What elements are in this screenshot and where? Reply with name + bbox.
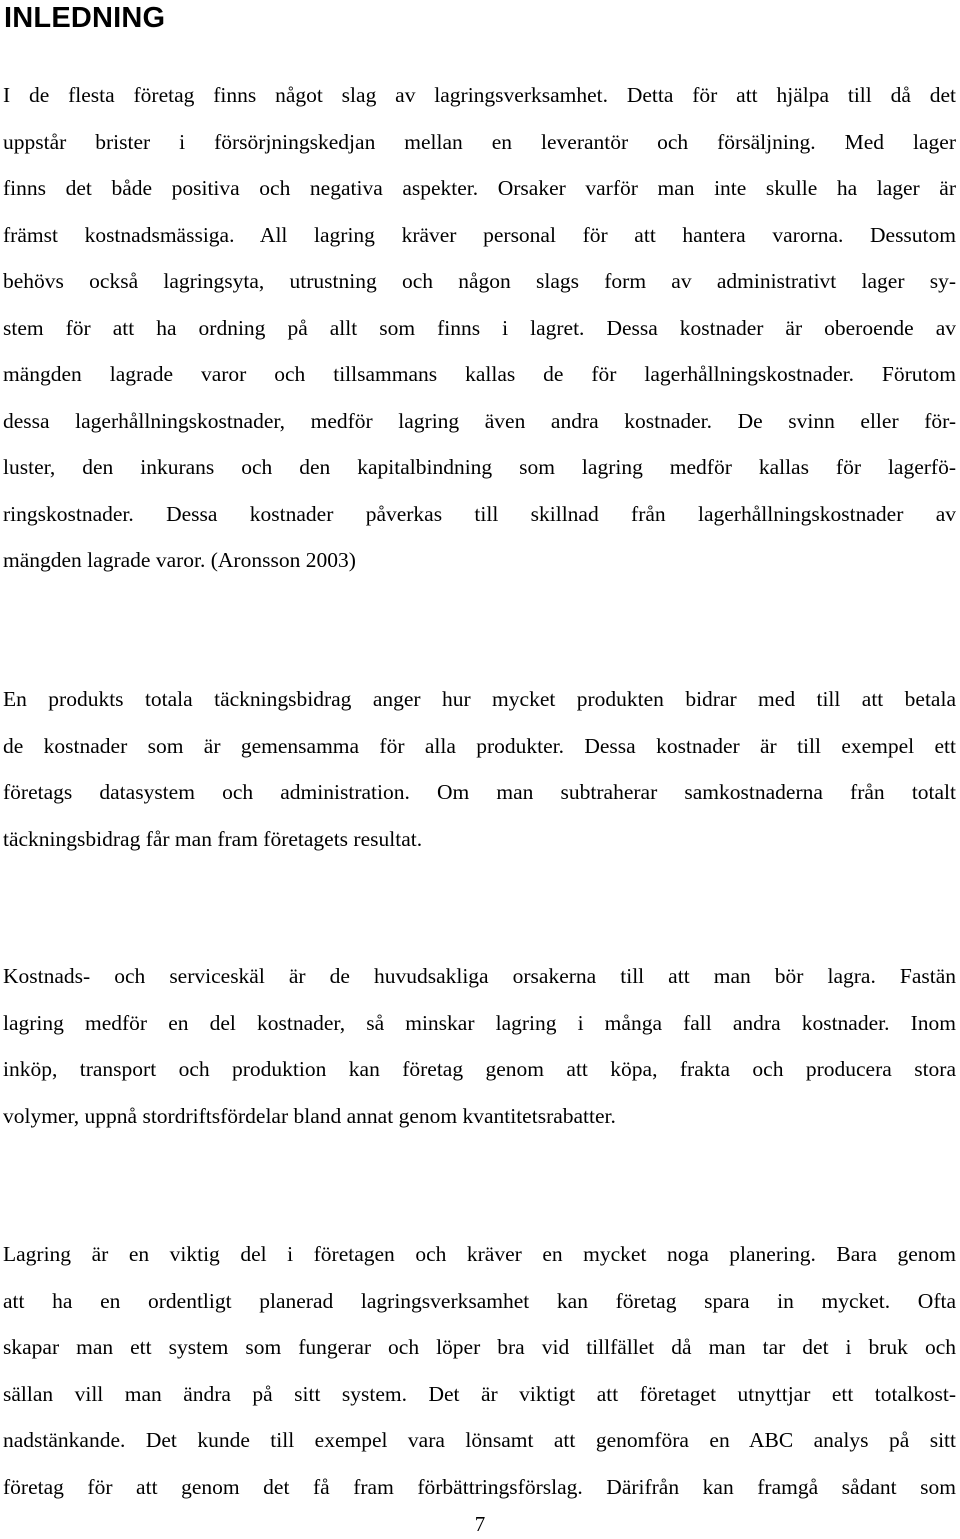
page-number: 7	[474, 1512, 486, 1536]
text-line: nadstänkande. Det kunde till exempel vara lönsamt att genomföra en ABC analys på sitt	[3, 1428, 956, 1452]
text-line: de kostnader som är gemensamma för alla produkter. Dessa kostnader är till exempel ett	[3, 733, 956, 758]
text-line: En produkts totala täckningsbidrag anger hur mycket produkten bidrar med till att betala	[3, 687, 956, 711]
text-line: Kostnads- och serviceskäl är de huvudsakliga orsakerna till att man bör lagra. Fastän	[3, 964, 956, 988]
text-line: volymer, uppnå stordriftsfördelar bland annat genom kvantitetsrabatter.	[3, 1103, 616, 1128]
text-line: finns det både positiva och negativa aspekter. Orsaker varför man inte skulle ha lager är	[3, 176, 956, 200]
paragraph-4	[3, 1231, 956, 1510]
text-line: sällan vill man ändra på sitt system. Det är viktigt att företaget utnyttjar ett totalkost-	[3, 1381, 956, 1406]
text-line: uppstår brister i försörjningskedjan mellan en leverantör och försäljning. Med lager	[3, 129, 956, 154]
text-line: mängden lagrade varor och tillsammans kallas de för lagerhållningskostnader. Förutom	[3, 362, 956, 386]
paragraph-3	[3, 953, 956, 1139]
text-line: att ha en ordentligt planerad lagringsverksamhet kan företag spara in mycket. Ofta	[3, 1288, 956, 1313]
text-line: ringskostnader. Dessa kostnader påverkas till skillnad från lagerhållningskostnader av	[3, 501, 956, 526]
text-line: inköp, transport och produktion kan företag genom att köpa, frakta och producera stora	[3, 1057, 956, 1081]
text-line: Lagring är en viktig del i företagen och kräver en mycket noga planering. Bara genom	[3, 1242, 956, 1266]
text-line: företag för att genom det få fram förbättringsförslag. Därifrån kan framgå sådant som	[3, 1474, 956, 1499]
text-line: främst kostnadsmässiga. All lagring kräver personal för att hantera varorna. Dessutom	[3, 222, 956, 247]
text-line: stem för att ha ordning på allt som finns i lagret. Dessa kostnader är oberoende av	[3, 315, 956, 340]
paragraph-2	[3, 676, 956, 862]
text-line: I de flesta företag finns något slag av lagringsverksamhet. Detta för att hjälpa till då det	[3, 83, 956, 107]
text-line: täckningsbidrag får man fram företagets resultat.	[3, 826, 423, 851]
text-line: skapar man ett system som fungerar och löper bra vid tillfället då man tar det i bruk och	[3, 1335, 956, 1359]
text-line: företags datasystem och administration. Om man subtraherar samkostnaderna från totalt	[3, 780, 956, 804]
section-heading: INLEDNING	[4, 2, 166, 34]
text-line: mängden lagrade varor. (Aronsson 2003)	[3, 548, 356, 572]
text-line: behövs också lagringsyta, utrustning och någon slags form av administrativt lager sy-	[3, 269, 956, 293]
text-line: lagring medför en del kostnader, så minskar lagring i många fall andra kostnader. Inom	[3, 1010, 956, 1035]
text-line: dessa lagerhållningskostnader, medför lagring även andra kostnader. De svinn eller för-	[3, 408, 956, 433]
paragraph-1	[3, 72, 956, 584]
text-line: luster, den inkurans och den kapitalbindning som lagring medför kallas för lagerfö-	[3, 455, 956, 479]
